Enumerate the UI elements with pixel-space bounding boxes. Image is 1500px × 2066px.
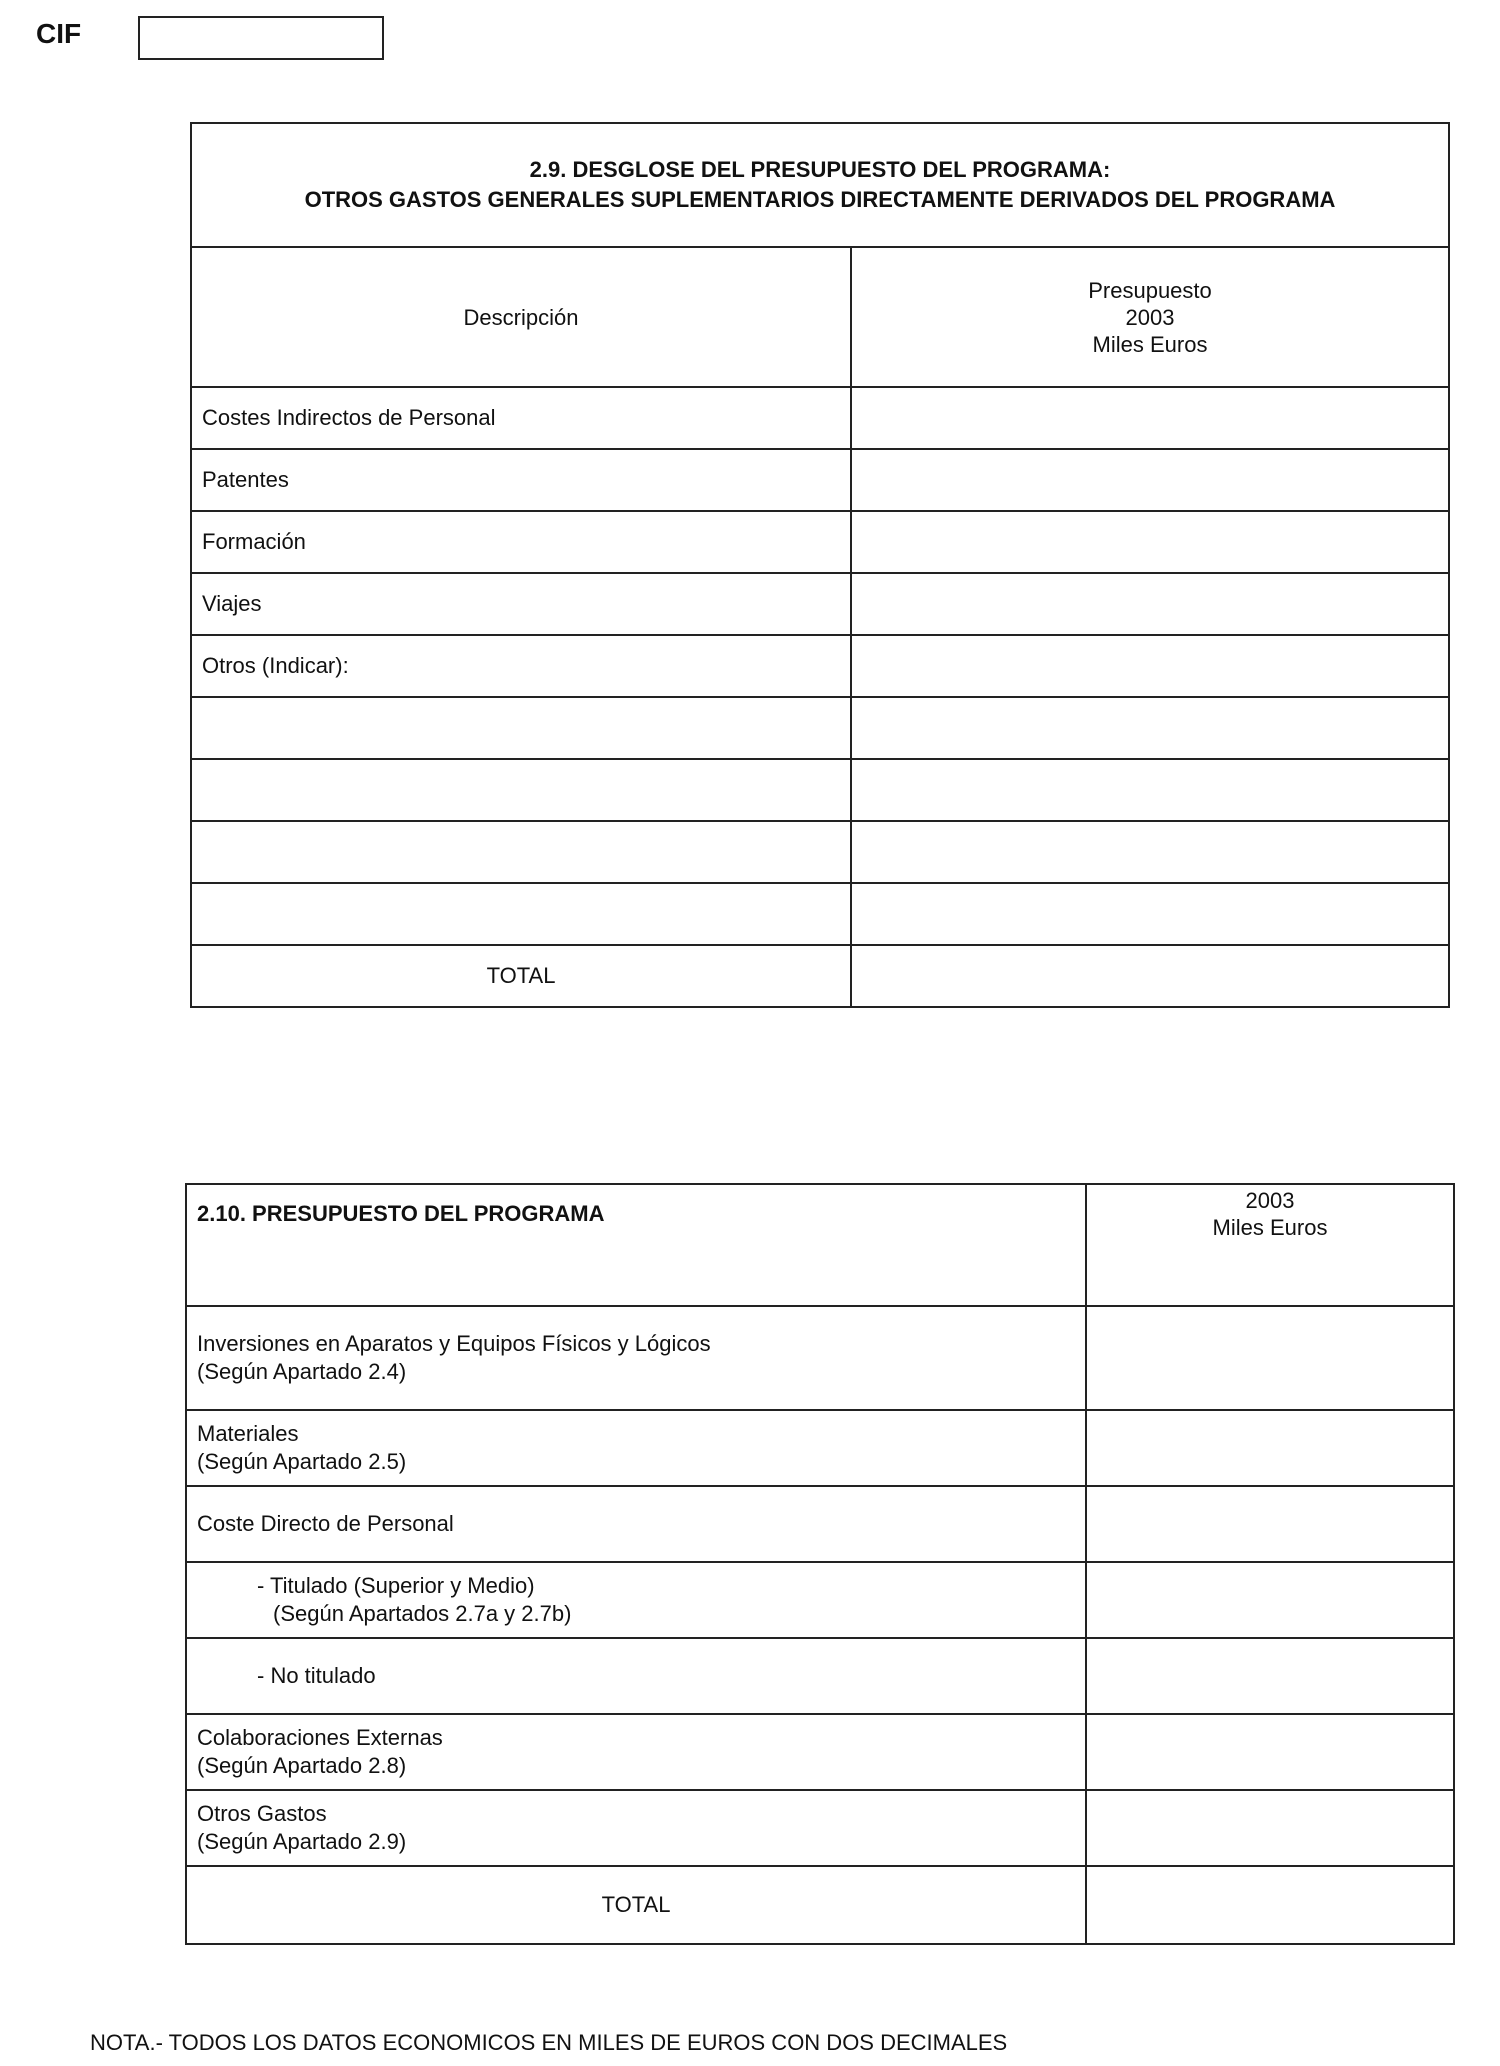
section-2-9-table xyxy=(190,122,1450,1008)
row-value-field[interactable] xyxy=(1086,1486,1454,1562)
row-value-field[interactable] xyxy=(851,759,1449,821)
row-label: Formación xyxy=(191,511,851,573)
row-label xyxy=(186,1410,1086,1486)
row-label-field[interactable] xyxy=(191,883,851,945)
row-label-line1: Colaboraciones Externas xyxy=(197,1725,443,1750)
budget-header-line1: Presupuesto xyxy=(1088,277,1212,303)
table-row xyxy=(186,1638,1454,1714)
row-label: Costes Indirectos de Personal xyxy=(191,387,851,449)
table-row xyxy=(191,697,1449,759)
column-header-description: Descripción xyxy=(191,247,851,387)
row-label-field[interactable] xyxy=(191,821,851,883)
table-row xyxy=(191,573,1449,635)
total-row xyxy=(186,1866,1454,1944)
row-value-field[interactable] xyxy=(1086,1562,1454,1638)
row-label-line2: (Según Apartado 2.8) xyxy=(197,1753,407,1778)
row-value-field[interactable] xyxy=(851,573,1449,635)
table-row xyxy=(191,821,1449,883)
row-value-field[interactable] xyxy=(1086,1638,1454,1714)
row-label xyxy=(186,1306,1086,1410)
row-value-field[interactable] xyxy=(1086,1306,1454,1410)
row-label-line1: Inversiones en Aparatos y Equipos Físicos y Lógicos xyxy=(197,1331,711,1356)
row-label-line2: (Según Apartado 2.4) xyxy=(197,1359,407,1384)
total-row xyxy=(191,945,1449,1007)
row-value-field[interactable] xyxy=(1086,1714,1454,1790)
column-header-2003 xyxy=(1086,1184,1454,1306)
total-label: TOTAL xyxy=(186,1866,1086,1944)
row-label-field[interactable] xyxy=(191,759,851,821)
cif-input-box[interactable] xyxy=(138,16,384,60)
section-2-9-title-line2: OTROS GASTOS GENERALES SUPLEMENTARIOS DIRECTAMENTE DERIVADOS DEL PROGRAMA xyxy=(304,187,1336,212)
table-row xyxy=(191,387,1449,449)
row-label-line2: (Según Apartados 2.7a y 2.7b) xyxy=(273,1601,572,1626)
row-label: Viajes xyxy=(191,573,851,635)
row-value-field[interactable] xyxy=(851,449,1449,511)
table-row xyxy=(186,1410,1454,1486)
column-header-budget xyxy=(851,247,1449,387)
section-2-10-table xyxy=(185,1183,1455,1945)
table-row xyxy=(191,883,1449,945)
row-label-line2: (Según Apartado 2.5) xyxy=(197,1449,407,1474)
row-value-field[interactable] xyxy=(851,697,1449,759)
column-header-line1: 2003 xyxy=(1245,1188,1295,1213)
row-value-field[interactable] xyxy=(851,387,1449,449)
row-value-field[interactable] xyxy=(1086,1790,1454,1866)
budget-header-line3: Miles Euros xyxy=(1092,331,1208,357)
total-value-field[interactable] xyxy=(1086,1866,1454,1944)
table-row xyxy=(191,759,1449,821)
row-label xyxy=(186,1790,1086,1866)
table-row xyxy=(186,1486,1454,1562)
total-value-field[interactable] xyxy=(851,945,1449,1007)
footnote: NOTA.- TODOS LOS DATOS ECONOMICOS EN MILES DE EUROS CON DOS DECIMALES xyxy=(90,2030,1008,2055)
row-label-field[interactable] xyxy=(191,697,851,759)
table-row xyxy=(186,1790,1454,1866)
section-2-10-title: 2.10. PRESUPUESTO DEL PROGRAMA xyxy=(186,1184,1086,1306)
section-2-9-title-line1: 2.9. DESGLOSE DEL PRESUPUESTO DEL PROGRAMA: xyxy=(529,157,1111,182)
row-label: Coste Directo de Personal xyxy=(186,1486,1086,1562)
cif-label: CIF xyxy=(36,18,82,49)
row-label: - No titulado xyxy=(186,1638,1086,1714)
table-row xyxy=(191,635,1449,697)
table-row xyxy=(186,1306,1454,1410)
table-row xyxy=(191,449,1449,511)
row-value-field[interactable] xyxy=(851,635,1449,697)
row-value-field[interactable] xyxy=(1086,1410,1454,1486)
row-value-field[interactable] xyxy=(851,511,1449,573)
row-value-field[interactable] xyxy=(851,821,1449,883)
row-label-line1: - Titulado (Superior y Medio) xyxy=(257,1573,535,1598)
row-label xyxy=(186,1714,1086,1790)
column-header-line2: Miles Euros xyxy=(1212,1215,1328,1240)
row-label-line1: Otros Gastos xyxy=(197,1801,327,1826)
row-label-line1: Materiales xyxy=(197,1421,299,1446)
total-label: TOTAL xyxy=(191,945,851,1007)
row-label: Patentes xyxy=(191,449,851,511)
section-2-9-title xyxy=(191,123,1449,247)
table-row xyxy=(186,1714,1454,1790)
row-label-line2: (Según Apartado 2.9) xyxy=(197,1829,407,1854)
row-label xyxy=(186,1562,1086,1638)
row-label: Otros (Indicar): xyxy=(191,635,851,697)
row-value-field[interactable] xyxy=(851,883,1449,945)
budget-header-line2: 2003 xyxy=(1125,304,1175,330)
table-row xyxy=(191,511,1449,573)
table-row xyxy=(186,1562,1454,1638)
